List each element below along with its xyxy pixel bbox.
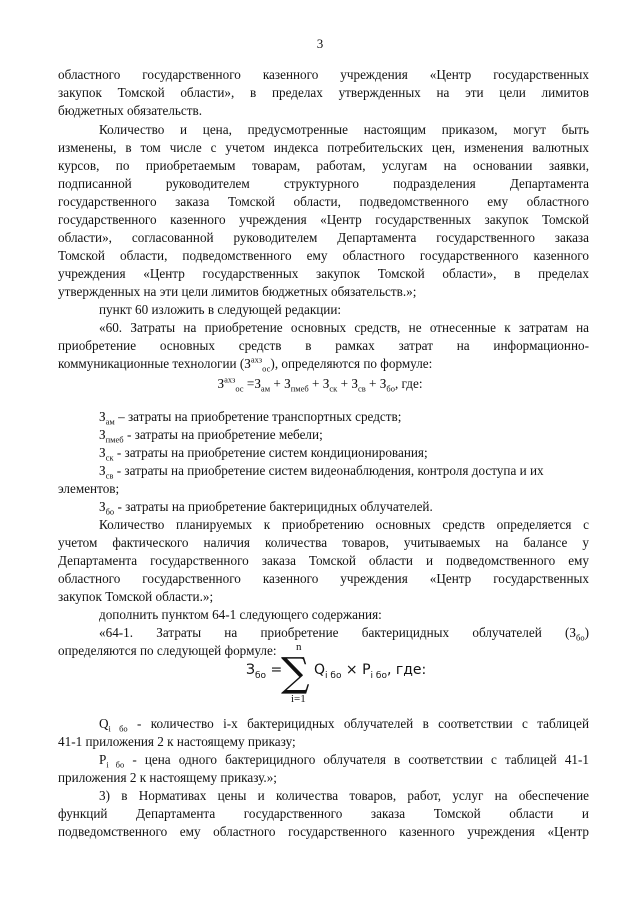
- text-line: 41-1 приложения 2 к настоящему приказу;: [58, 734, 296, 749]
- text-line: учреждения «Центр государственных закупок Томской области», в пределах: [58, 266, 589, 281]
- sum-rhs: $Q_{i бо} \times P_{i бо}$, где:: [314, 662, 427, 681]
- sum-lower-limit: i=1: [291, 693, 306, 705]
- text-line: изменены, в том числе с учетом индекса потребительских цен, изменения валютных: [58, 140, 589, 155]
- definition-line: $P_{i бо}$ - цена одного бактерицидного облучателя в соответствии с таблицей 41-1: [99, 752, 589, 769]
- text-line: областного государственного казенного учреждения «Центр государственных: [58, 571, 589, 586]
- definition-line: $З_{пмеб}$ - затраты на приобретение мебели;: [99, 427, 323, 444]
- definition-line: $З_{ск}$ - затраты на приобретение систем кондиционирования;: [99, 445, 428, 462]
- page-number: 3: [316, 36, 324, 51]
- text-line: «60. Затраты на приобретение основных средств, не отнесенные к затратам на: [99, 320, 589, 335]
- text-line: приложения 2 к настоящему приказу.»;: [58, 770, 277, 785]
- text-line: государственного заказа Томской области, подведомственного ему областного: [58, 194, 589, 209]
- text-line: Количество и цена, предусмотренные настоящим приказом, могут быть: [99, 122, 589, 137]
- text-line: [58, 355, 589, 373]
- text-fragment: , определяются по формуле:: [274, 356, 433, 371]
- sum-lhs: $З_{бо}$ =: [246, 662, 283, 681]
- text-line: определяются по следующей формуле:: [58, 643, 277, 658]
- definition-line: $З_{св}$ - затраты на приобретение систем видеонаблюдения, контроля доступа и их: [99, 463, 544, 480]
- text-line: закупок Томской области.»;: [58, 589, 214, 604]
- definition-line: $З_{ам}$ – затраты на приобретение транспортных средств;: [99, 409, 402, 426]
- text-line: Количество планируемых к приобретению основных средств определяется с: [99, 517, 589, 532]
- text-line: подведомственного ему областного государственного казенного учреждения «Центр: [58, 824, 589, 839]
- sum-symbol: ∑: [281, 650, 310, 696]
- text-line: элементов;: [58, 481, 120, 496]
- text-line: курсов, по приобретаемым товарам, работам, услугам на основании заявки,: [58, 158, 589, 173]
- text-line: 3) в Нормативах цены и количества товаров, работ, услуг на обеспечение: [99, 788, 589, 803]
- text-line: учетом фактического наличия количества товаров, учитываемых на балансе у: [58, 535, 589, 550]
- tech-formula-symbol: $(З^{ахз}_{ос})$: [239, 355, 275, 373]
- definition-line: $З_{бо}$ - затраты на приобретение бактерицидных облучателей.: [99, 499, 433, 516]
- text-line: пункт 60 изложить в следующей редакции:: [99, 302, 342, 317]
- definition-line: $Q_{i бо}$ - количество i-х бактерицидных облучателей в соответствии с таблицей: [99, 716, 589, 733]
- text-line: функций Департамента государственного заказа Томской области и: [58, 806, 589, 821]
- sum-upper-limit: n: [296, 641, 302, 653]
- text-line: области», согласованной руководителем Департамента государственного заказа: [58, 230, 589, 245]
- text-fragment: коммуникационные технологии: [58, 356, 237, 371]
- text-line: Томской области, подведомственного ему областного государственного казенного: [58, 248, 589, 263]
- text-line: подписанной руководителем структурного подразделения Департамента: [58, 176, 589, 191]
- text-line: закупок Томской области», в пределах утвержденных на эти цели лимитов: [58, 85, 589, 100]
- text-line: утвержденных на эти цели лимитов бюджетных обязательств.»;: [58, 284, 417, 299]
- text-line: бюджетных обязательств.: [58, 103, 203, 118]
- text-line: Департамента государственного заказа Томской области и подведомственного ему: [58, 553, 589, 568]
- formula-main: $З^{ахз}_{ос} =З_{ам} + З_{пмеб} + З_{ск} + З_{св} + З_{бо}$, где:: [217, 375, 423, 393]
- text-line: областного государственного казенного учреждения «Центр государственных: [58, 67, 589, 82]
- text-line: дополнить пунктом 64-1 следующего содержания:: [99, 607, 382, 622]
- text-line: приобретение основных средств в рамках затрат на информационно-: [58, 338, 589, 353]
- text-line: государственного казенного учреждения «Центр государственных закупок Томской: [58, 212, 589, 227]
- text-line: «64-1. Затраты на приобретение бактерицидных облучателей $(З_{бо})$: [99, 625, 589, 642]
